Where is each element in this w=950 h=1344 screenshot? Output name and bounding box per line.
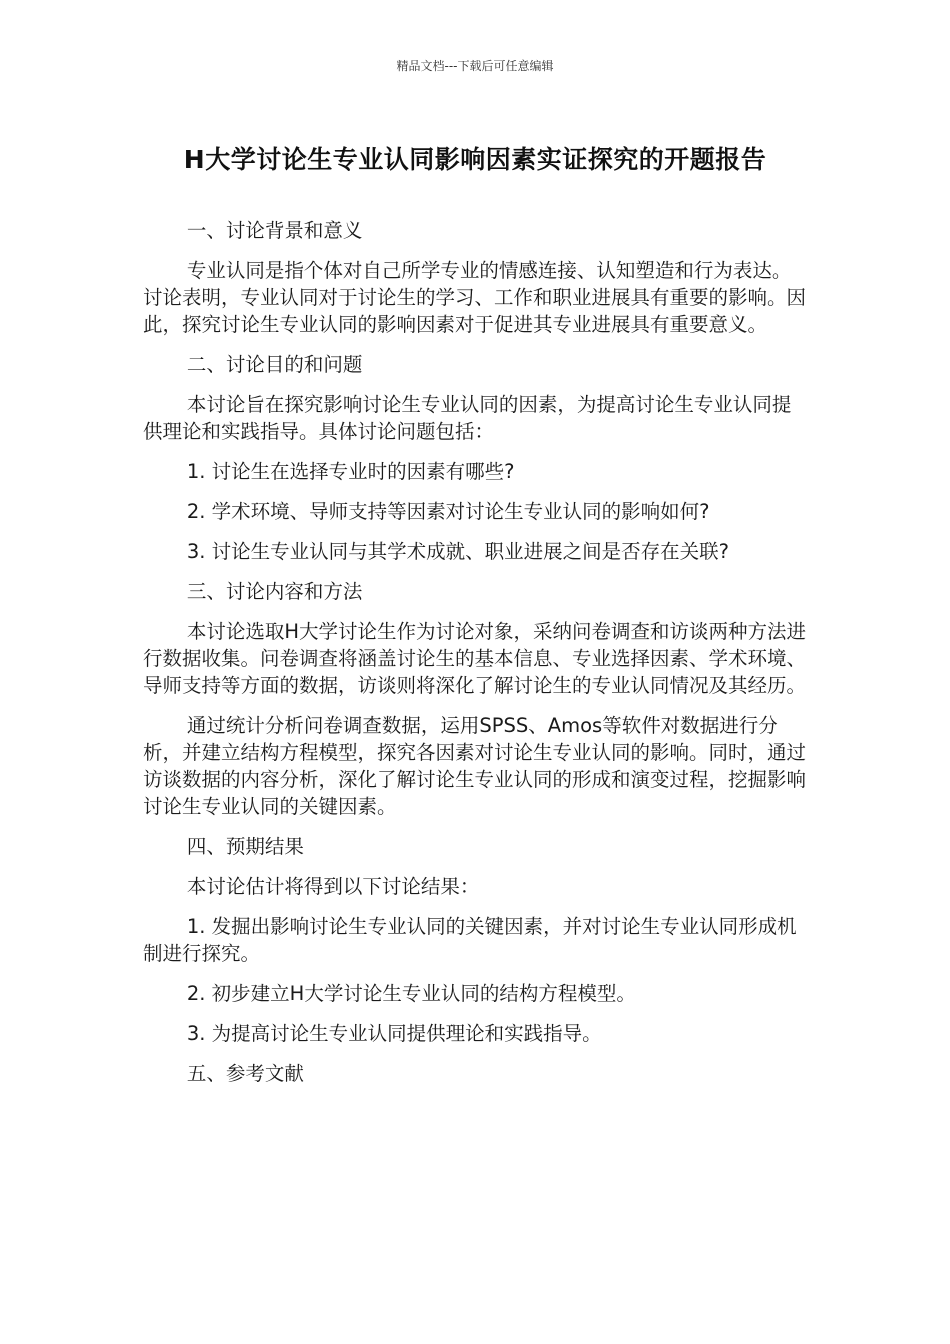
- section-heading-results: 四、预期结果: [186, 835, 304, 858]
- section-heading-references: 五、参考文献: [186, 1062, 304, 1085]
- paragraph-methods-2: 通过统计分析问卷调查数据，运用SPSS、Amos等软件对数据进行分析，并建立结构方程模型，探究各因素对讨论生专业认同的影响。同时，通过访谈数据的内容分析，深化了解讨论生专业认同的形成和演变过程，挖掘影响讨论生专业认同的关键因素。: [143, 714, 807, 818]
- section-heading-purpose: 二、讨论目的和问题: [186, 353, 363, 376]
- paragraph-methods-1: 本讨论选取H大学讨论生作为讨论对象，采纳问卷调查和访谈两种方法进行数据收集。问卷调查将涵盖讨论生的基本信息、专业选择因素、学术环境、导师支持等方面的数据，访谈则将深化了解讨论生的专业认同情况及其经历。: [143, 620, 807, 697]
- result-item-2: 2. 初步建立H大学讨论生专业认同的结构方程模型。: [186, 982, 636, 1005]
- paragraph-results-intro: 本讨论估计将得到以下讨论结果：: [186, 875, 480, 898]
- header-note: 精品文档---下载后可任意编辑: [396, 59, 554, 73]
- section-heading-background: 一、讨论背景和意义: [186, 219, 363, 242]
- question-item-3: 3. 讨论生专业认同与其学术成就、职业进展之间是否存在关联?: [186, 540, 730, 563]
- paragraph-purpose: 本讨论旨在探究影响讨论生专业认同的因素，为提高讨论生专业认同提供理论和实践指导。具体讨论问题包括：: [143, 393, 792, 443]
- paragraph-background: 专业认同是指个体对自己所学专业的情感连接、认知塑造和行为表达。讨论表明，专业认同对于讨论生的学习、工作和职业进展具有重要的影响。因此，探究讨论生专业认同的影响因素对于促进其专业进展具有重要意义。: [143, 259, 807, 336]
- section-heading-methods: 三、讨论内容和方法: [186, 580, 363, 603]
- result-item-1: 1. 发掘出影响讨论生专业认同的关键因素，并对讨论生专业认同形成机制进行探究。: [143, 915, 797, 965]
- document-title: H大学讨论生专业认同影响因素实证探究的开题报告: [183, 145, 767, 174]
- document-body: [143, 217, 808, 1100]
- question-item-1: 1. 讨论生在选择专业时的因素有哪些?: [186, 460, 515, 483]
- question-item-2: 2. 学术环境、导师支持等因素对讨论生专业认同的影响如何?: [186, 500, 710, 523]
- result-item-3: 3. 为提高讨论生专业认同提供理论和实践指导。: [186, 1022, 602, 1045]
